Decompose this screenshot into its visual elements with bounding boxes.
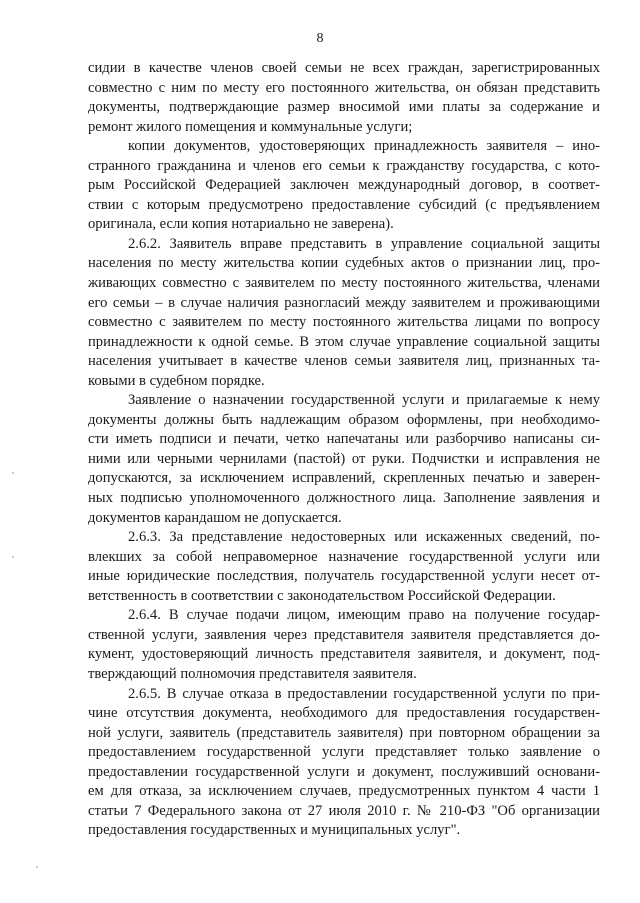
text-line: статьи 7 Федерального закона от 27 июля 2010 г. № 210-ФЗ "Об организации [88,802,600,819]
text-line: иные юридические последствия, получатель государственной услуги несет от- [88,568,600,585]
text-line: тверждающий полномочия представителя заявителя. [88,665,417,682]
text-line: живающих совместно с заявителем по месту постоянного жительства, членами [88,275,600,292]
text-line: сидии в качестве членов своей семьи не всех граждан, зарегистрированных [88,60,600,76]
text-line: ем для отказа, за исключением случаев, предусмотренных пунктом 4 части 1 [88,783,600,800]
text-line: ственной услуги, заявления через представителя заявителя представляется до- [88,626,600,643]
text-line: предоставлении государственной услуги и документ, послуживший основани- [88,763,600,780]
text-line: совместно с ним по месту его постоянного жительства, он обязан представить [88,79,600,96]
text-line: ствии с которым предусмотрено предоставление субсидий (с предъявлением [88,196,600,213]
text-line: 2.6.3. За представление недостоверных или искаженных сведений, по- [128,529,600,546]
text-line: ковыми в судебном порядке. [88,372,265,389]
text-line: совместно с заявителем по месту постоянного жительства лицами по вопросу [88,314,600,331]
text-line: 2.6.2. Заявитель вправе представить в управление социальной защиты [128,235,600,252]
text-line: рым Российской Федерацией заключен международный договор, в соответ- [88,177,600,194]
text-line: ной услуги, заявитель (представитель заявителя) при повторном обращении за [88,724,600,741]
document-body [88,59,600,841]
scan-speck [12,472,14,474]
text-line: ных подписью уполномоченного должностного лица. Заполнение заявления и [88,490,600,507]
text-line: странного гражданина и членов его семьи к гражданству государства, с кото- [88,157,600,174]
text-line: ними или черными чернилами (пастой) от руки. Подчистки и исправления не [88,450,600,467]
text-line: кумент, удостоверяющий личность представителя заявителя, и документ, под- [88,646,600,663]
text-line: населения по месту жительства копии судебных актов о признании лиц, про- [88,255,600,272]
text-line: чине отсутствия документа, необходимого для предоставления государствен- [88,705,600,722]
text-line: документы, подтверждающие размер вносимой ими платы за содержание и [88,99,600,116]
text-line: документов карандашом не допускается. [88,509,342,526]
text-line: допускаются, за исключением исправлений, скрепленных печатью и заверен- [88,470,600,487]
text-line: ветственность в соответствии с законодательством Российской Федерации. [88,587,556,604]
text-line: ремонт жилого помещения и коммунальные услуги; [88,118,413,135]
text-line: сти иметь подписи и печати, четко напечатаны или разборчиво написаны си- [88,431,600,448]
text-line: принадлежности к одной семье. В этом случае управление социальной защиты [88,333,600,350]
text-line: предоставления государственных и муниципальных услуг". [88,822,461,839]
text-line: Заявление о назначении государственной услуги и прилагаемые к нему [128,392,600,409]
text-line: оригинала, если копия нотариально не заверена). [88,216,394,233]
text-line: населения учитывает в качестве членов семьи заявителя лиц, признанных та- [88,353,600,370]
text-line: 2.6.5. В случае отказа в предоставлении государственной услуги по при- [128,685,600,702]
scan-speck [12,556,14,558]
scan-speck [36,866,38,868]
page-number: 8 [316,31,324,46]
text-line: 2.6.4. В случае подачи лицом, имеющим право на получение государ- [128,607,600,624]
text-line: копии документов, удостоверяющих принадлежность заявителя – ино- [128,138,600,155]
text-line: документы должны быть надлежащим образом оформлены, при необходимо- [88,411,600,428]
text-line: предоставлением государственной услуги представляет только заявление о [88,744,600,761]
text-line: его семьи – в случае наличия разногласий между заявителем и проживающими [88,294,600,311]
text-line: влекших за собой неправомерное назначение государственной услуги или [88,548,600,565]
